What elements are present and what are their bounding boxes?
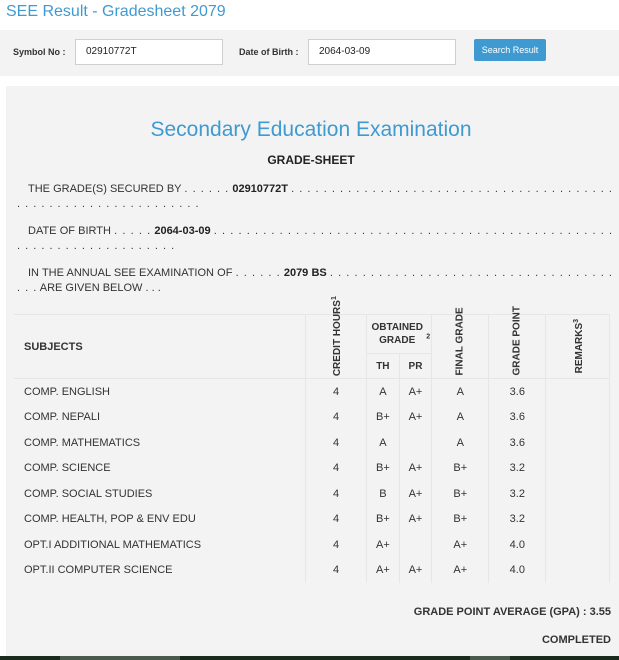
subjects-header: SUBJECTS [14,315,306,379]
subject-cell: OPT.II COMPUTER SCIENCE [14,558,306,584]
grade-point-cell: 3.6 [489,430,546,456]
strip-segment [470,656,510,660]
grade-table [14,296,610,583]
th-cell: A+ [367,532,400,558]
credit-cell: 4 [306,456,367,482]
grade-point-cell: 3.2 [489,481,546,507]
subject-cell: COMP. SCIENCE [14,456,306,482]
remarks-cell [546,558,610,584]
grade-point-cell: 4.0 [489,558,546,584]
secured-by-value: 02910772T [232,183,288,195]
table-row [14,532,610,558]
pr-cell: A+ [399,456,432,482]
dob-label: Date of Birth : [239,47,299,57]
subject-cell: COMP. SOCIAL STUDIES [14,481,306,507]
pr-cell: A+ [399,481,432,507]
credit-cell: 4 [306,507,367,533]
credit-cell: 4 [306,405,367,431]
th-cell: A [367,379,400,405]
credit-cell: 4 [306,481,367,507]
pr-cell: A+ [399,507,432,533]
table-row [14,405,610,431]
th-cell: B+ [367,456,400,482]
exam-suffix: ARE GIVEN BELOW [39,282,143,294]
pr-cell [399,532,432,558]
th-header: TH [367,354,400,379]
strip-segment [60,656,180,660]
subject-cell: OPT.I ADDITIONAL MATHEMATICS [14,532,306,558]
credit-cell: 4 [306,430,367,456]
remarks-cell [546,456,610,482]
symbol-label: Symbol No : [13,47,66,57]
final-grade-cell: A+ [432,532,489,558]
gpa-summary: GRADE POINT AVERAGE (GPA) : 3.55 [413,606,611,618]
dob-input[interactable]: 2064-03-09 [308,39,456,65]
th-cell: B [367,481,400,507]
result-status: COMPLETED [541,634,611,646]
search-result-button[interactable]: Search Result [474,39,546,61]
exam-prefix: IN THE ANNUAL SEE EXAMINATION OF [28,267,233,279]
bottom-strip [0,656,619,660]
dob-value: 2064-03-09 [154,225,211,237]
remarks-cell [546,507,610,533]
dob-prefix: DATE OF BIRTH [28,225,111,237]
remarks-cell [546,405,610,431]
grade-point-cell: 4.0 [489,532,546,558]
th-cell: B+ [367,507,400,533]
page-title: SEE Result - Gradesheet 2079 [6,3,226,20]
subject-cell: COMP. MATHEMATICS [14,430,306,456]
credit-cell: 4 [306,379,367,405]
table-row [14,481,610,507]
remarks-cell [546,532,610,558]
grade-point-cell: 3.6 [489,405,546,431]
pr-cell: A+ [399,558,432,584]
dob-line: DATE OF BIRTH . . . . . 2064-03-09 . . . . . . . . . . . . . . . . . . . . . . . . . . . . . . . . . . . . . . . . . . . . . . . . . . . . . . . . . . . . . . . . . . . . . [17,225,614,252]
gradesheet [6,86,619,656]
table-row [14,379,610,405]
exam-line: IN THE ANNUAL SEE EXAMINATION OF . . . . . . 2079 BS . . . . . . . . . . . . . . . . . . . . . . . . . . . . . . . . . . . . . . ARE GIVEN BELOW . . . [17,267,613,294]
sheet-title: Secondary Education Examination [150,118,472,141]
remarks-header: REMARKS$^3$ [546,315,610,379]
table-row [14,558,610,584]
credit-hours-header: CREDIT HOURS$^1$ [306,315,367,379]
secured-by-prefix: THE GRADE(S) SECURED BY [28,183,182,195]
subject-cell: COMP. HEALTH, POP & ENV EDU [14,507,306,533]
table-row [14,507,610,533]
symbol-input[interactable]: 02910772T [75,39,223,65]
secured-by-line: THE GRADE(S) SECURED BY . . . . . . 02910772T . . . . . . . . . . . . . . . . . . . . . . . . . . . . . . . . . . . . . . . . . . . . . . . . . . . . . . . . . . . . . . . [17,183,613,210]
subject-cell: COMP. ENGLISH [14,379,306,405]
table-row [14,430,610,456]
final-grade-cell: B+ [432,456,489,482]
th-cell: A+ [367,558,400,584]
final-grade-cell: B+ [432,507,489,533]
obtained-grade-header: OBTAINED GRADE $^2$ [367,315,432,354]
grade-point-cell: 3.2 [489,456,546,482]
table-row [14,456,610,482]
pr-cell: A+ [399,379,432,405]
credit-cell: 4 [306,558,367,584]
exam-value: 2079 BS [283,267,327,279]
pr-header: PR [399,354,432,379]
th-cell: B+ [367,405,400,431]
sheet-subtitle: GRADE-SHEET [267,153,355,167]
final-grade-cell: A [432,430,489,456]
grade-point-cell: 3.6 [489,379,546,405]
grade-point-cell: 3.2 [489,507,546,533]
th-cell: A [367,430,400,456]
pr-cell [399,430,432,456]
final-grade-cell: A [432,405,489,431]
remarks-cell [546,379,610,405]
remarks-cell [546,430,610,456]
credit-cell: 4 [306,532,367,558]
pr-cell: A+ [399,405,432,431]
final-grade-cell: B+ [432,481,489,507]
final-grade-cell: A+ [432,558,489,584]
final-grade-cell: A [432,379,489,405]
subject-cell: COMP. NEPALI [14,405,306,431]
grade-point-header: GRADE POINT [489,315,546,379]
final-grade-header: FINAL GRADE [432,315,489,379]
remarks-cell [546,481,610,507]
